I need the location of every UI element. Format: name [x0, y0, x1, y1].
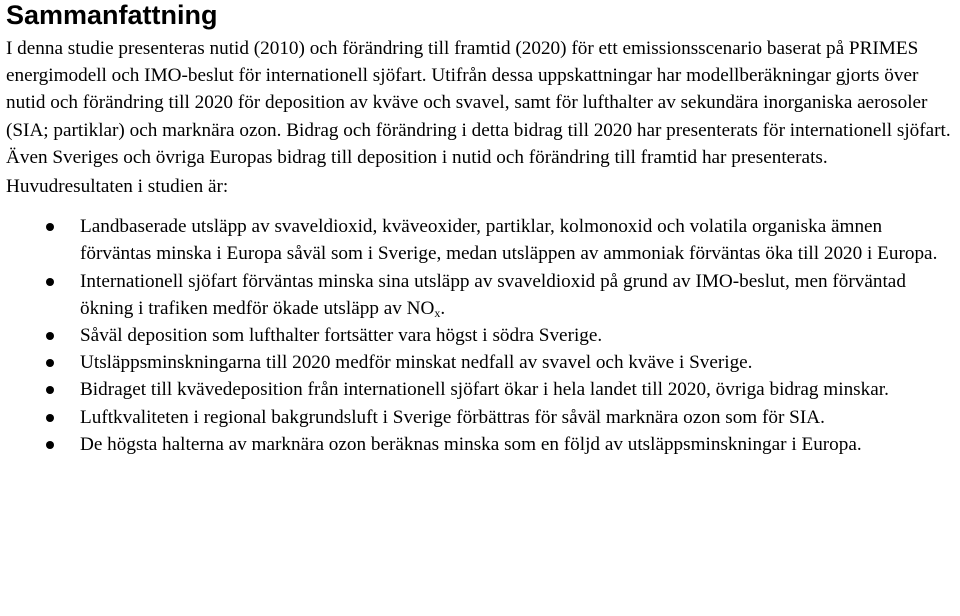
- bullet-icon: [46, 359, 54, 367]
- finding-text: Bidraget till kvävedeposition från internationell sjöfart ökar i hela landet till 2020, övriga bidrag minskar.: [80, 379, 889, 401]
- finding-tail: .: [440, 297, 446, 319]
- finding-item: [6, 322, 956, 349]
- bullet-icon: [46, 414, 54, 422]
- document-page: [6, 0, 956, 458]
- finding-text: De högsta halterna av marknära ozon beräknas minska som en följd av utsläppsminskningar i Europa.: [80, 433, 862, 455]
- finding-text: Utsläppsminskningarna till 2020 medför minskat nedfall av svavel och kväve i Sverige.: [80, 352, 753, 374]
- subscript-x: x: [434, 305, 441, 320]
- finding-text: Internationell sjöfart förväntas minska sina utsläpp av svaveldioxid på grund av IMO-beslut, men förväntad ökning i trafiken medför ökade utsläpp av NO: [80, 270, 906, 319]
- bullet-icon: [46, 278, 54, 286]
- intro-paragraph: I denna studie presenteras nutid (2010) och förändring till framtid (2020) för ett emissionsscenario baserat på PRIMES energimodell och IMO-beslut för internationell sjöfart. Utifrån dessa uppskattningar har modellberäkningar gjorts över nutid och förändring till 2020 för deposition av kväve och svavel, samt för lufthalter av sekundära inorganiska aerosoler (SIA; partiklar) och marknära ozon. Bidrag och förändring i detta bidrag till 2020 har presenterats för internationell sjöfart. Även Sveriges och övriga Europas bidrag till deposition i nutid och förändring till framtid har presenterats.: [6, 38, 951, 168]
- finding-item: [6, 404, 956, 431]
- finding-text: Landbaserade utsläpp av svaveldioxid, kväveoxider, partiklar, kolmonoxid och volatila organiska ämnen förväntas minska i Europa såväl som i Sverige, medan utsläppen av ammoniak förväntas öka till 2020 i Europa.: [80, 216, 938, 265]
- bullet-icon: [46, 223, 54, 231]
- finding-item: [6, 213, 956, 267]
- bullet-icon: [46, 332, 54, 340]
- bullet-icon: [46, 441, 54, 449]
- section-heading: Sammanfattning: [6, 0, 218, 30]
- finding-item: [6, 268, 956, 322]
- results-lead: Huvudresultaten i studien är:: [6, 176, 229, 198]
- finding-item: [6, 376, 956, 403]
- finding-item: [6, 349, 956, 376]
- findings-list: [6, 213, 956, 458]
- bullet-icon: [46, 386, 54, 394]
- finding-item: [6, 431, 956, 458]
- finding-text: Såväl deposition som lufthalter fortsätter vara högst i södra Sverige.: [80, 325, 603, 347]
- finding-text: Luftkvaliteten i regional bakgrundsluft i Sverige förbättras för såväl marknära ozon som för SIA.: [80, 406, 825, 428]
